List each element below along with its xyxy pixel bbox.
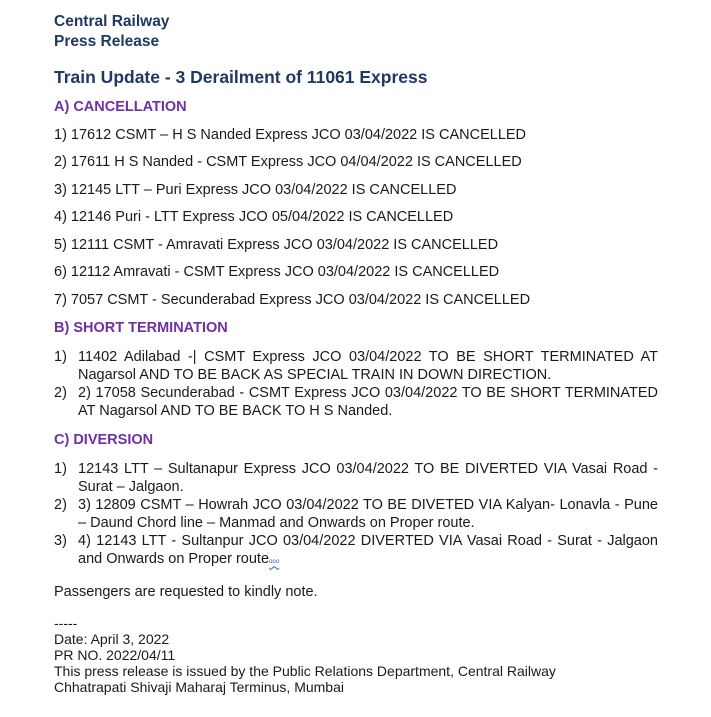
list-item (54, 348, 658, 384)
list-item: 7) 7057 CSMT - Secunderabad Express JCO 03/04/2022 IS CANCELLED (54, 291, 531, 308)
list-number: 1) (54, 460, 67, 477)
list-item (54, 496, 658, 532)
cancellation-heading: A) CANCELLATION (54, 99, 187, 115)
list-item: 1) 17612 CSMT – H S Nanded Express JCO 03/04/2022 IS CANCELLED (54, 126, 527, 143)
spellcheck-mark: ᵒᵒᵒ (269, 556, 280, 567)
list-item (54, 460, 658, 496)
list-item: 6) 12112 Amravati - CSMT Express JCO 03/04/2022 IS CANCELLED (54, 264, 500, 280)
short-termination-heading: B) SHORT TERMINATION (54, 319, 228, 336)
list-item: 5) 12111 CSMT - Amravati Express JCO 03/04/2022 IS CANCELLED (54, 236, 499, 253)
address: Chhatrapati Shivaji Maharaj Terminus, Mumbai (54, 678, 344, 695)
list-text: 3) 12809 CSMT – Howrah JCO 03/04/2022 TO BE DIVETED VIA Kalyan- Lonavla - Pune – Daund Chord line – Manmad and Onwards on Proper route. (78, 496, 658, 531)
list-number: 2) (54, 496, 67, 513)
organization-name: Central Railway (54, 13, 170, 30)
list-item: 3) 12145 LTT – Puri Express JCO 03/04/2022 IS CANCELLED (54, 181, 457, 198)
list-item: 2) 17611 H S Nanded - CSMT Express JCO 04/04/2022 IS CANCELLED (54, 154, 522, 170)
passenger-note: Passengers are requested to kindly note. (54, 583, 318, 600)
list-text: 12143 LTT – Sultanapur Express JCO 03/04/2022 TO BE DIVERTED VIA Vasai Road - Surat – Jalgaon. (78, 460, 658, 495)
list-text: 4) 12143 LTT - Sultanpur JCO 03/04/2022 DIVERTED VIA Vasai Road - Surat - Jalgaon and Onwards on Proper route (78, 532, 658, 567)
diversion-heading: C) DIVERSION (54, 431, 154, 448)
list-number: 3) (54, 532, 67, 549)
list-text: 11402 Adilabad -| CSMT Express JCO 03/04/2022 TO BE SHORT TERMINATED AT Nagarsol AND TO BE BACK AS SPECIAL TRAIN IN DOWN DIRECTION. (78, 348, 658, 383)
list-number: 1) (54, 348, 67, 365)
list-text: 2) 17058 Secunderabad - CSMT Express JCO 03/04/2022 TO BE SHORT TERMINATED AT Nagarsol AND TO BE BACK TO H S Nanded. (78, 384, 658, 419)
diversion-list (54, 460, 658, 571)
document-type: Press Release (54, 33, 160, 50)
list-item: 4) 12146 Puri - LTT Express JCO 05/04/2022 IS CANCELLED (54, 209, 454, 225)
issued-by: This press release is issued by the Public Relations Department, Central Railway (54, 662, 556, 679)
release-date: Date: April 3, 2022 (54, 630, 170, 647)
short-termination-list (54, 348, 658, 420)
list-item (54, 532, 658, 571)
list-number: 2) (54, 384, 67, 401)
footer-separator: ----- (54, 614, 78, 631)
list-text-wrap (78, 532, 658, 571)
pr-number: PR NO. 2022/04/11 (54, 646, 176, 663)
cancellation-list (54, 126, 658, 309)
page-title: Train Update - 3 Derailment of 11061 Express (54, 67, 428, 87)
list-item (54, 384, 658, 420)
press-release-page (54, 12, 658, 695)
